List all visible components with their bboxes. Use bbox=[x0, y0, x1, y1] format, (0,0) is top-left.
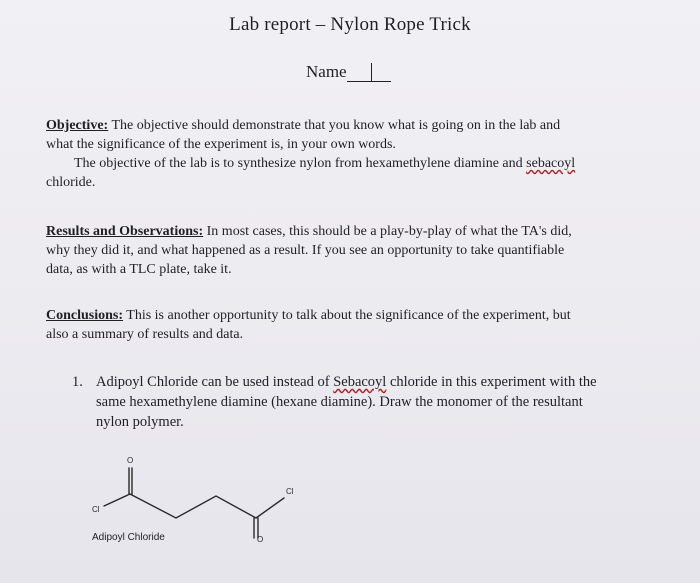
question-sebacoyl: Sebacoyl bbox=[333, 374, 387, 390]
conclusions-section bbox=[46, 306, 691, 344]
results-text-2: why they did it, and what happened as a result. If you see an opportunity to take quantifiable bbox=[46, 243, 565, 258]
page-title: Lab report – Nylon Rope Trick bbox=[229, 14, 471, 35]
structure-caption: Adipoyl Chloride bbox=[92, 532, 165, 543]
carbon-chain bbox=[130, 494, 256, 518]
objective-text-1: The objective should demonstrate that you know what is going on in the lab and bbox=[108, 118, 561, 133]
conclusions-heading: Conclusions: bbox=[46, 308, 124, 323]
conclusions-text-2: also a summary of results and data. bbox=[46, 327, 244, 342]
atom-o-bottom: O bbox=[257, 535, 264, 544]
results-section bbox=[46, 222, 691, 279]
objective-sebacoyl: sebacoyl bbox=[526, 156, 576, 171]
question-line-2: same hexamethylene diamine (hexane diamine). Draw the monomer of the resultant bbox=[96, 394, 583, 410]
adipoyl-chloride-structure bbox=[80, 450, 310, 542]
name-label: Name bbox=[306, 62, 347, 81]
objective-text-4: chloride. bbox=[46, 175, 96, 190]
name-blank bbox=[347, 63, 391, 82]
c-cl-bond-left bbox=[104, 494, 130, 506]
results-text-3: data, as with a TLC plate, take it. bbox=[46, 262, 232, 277]
results-heading: Results and Observations: bbox=[46, 224, 204, 239]
question-line-1b: chloride in this experiment with the bbox=[386, 374, 597, 390]
question-line-1a: Adipoyl Chloride can be used instead of bbox=[96, 374, 334, 390]
objective-heading: Objective: bbox=[46, 118, 109, 133]
objective-text-3: The objective of the lab is to synthesize nylon from hexamethylene diamine and bbox=[74, 156, 527, 171]
atom-cl-right: Cl bbox=[286, 487, 294, 496]
atom-o-top: O bbox=[127, 456, 134, 465]
results-text-1: In most cases, this should be a play-by-play of what the TA's did, bbox=[203, 224, 572, 239]
question-1 bbox=[72, 372, 682, 432]
atom-cl-left: Cl bbox=[92, 505, 100, 514]
name-field bbox=[306, 62, 391, 82]
conclusions-text-1: This is another opportunity to talk about the significance of the experiment, but bbox=[123, 308, 571, 323]
question-line-3: nylon polymer. bbox=[96, 414, 184, 430]
c-cl-bond-right bbox=[256, 498, 284, 518]
question-number: 1. bbox=[72, 374, 83, 390]
objective-text-2: what the significance of the experiment is, in your own words. bbox=[46, 137, 396, 152]
objective-section bbox=[46, 116, 686, 192]
